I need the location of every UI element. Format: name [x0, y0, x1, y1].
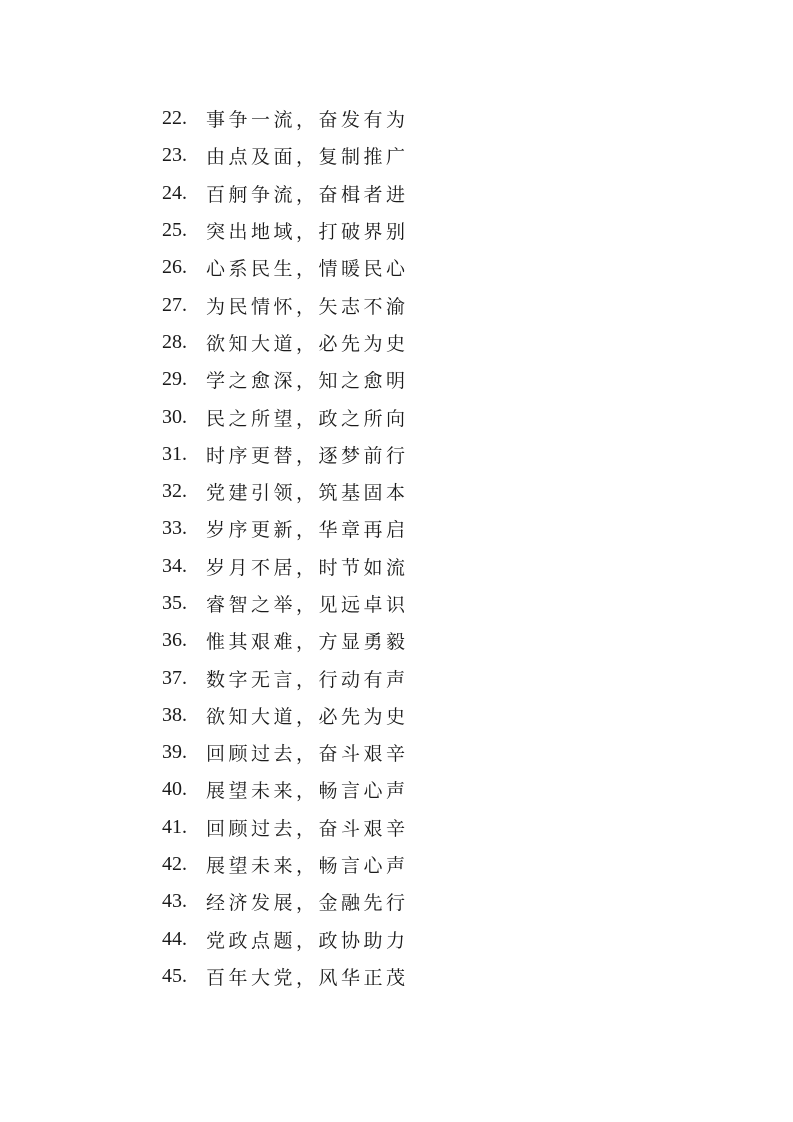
item-number: 45.: [162, 964, 187, 987]
item-number: 24.: [162, 181, 187, 204]
list-item: [162, 473, 409, 510]
item-text: 经济发展，金融先行: [206, 892, 409, 915]
item-text: 百舸争流，奋楫者进: [206, 183, 409, 206]
item-number: 31.: [162, 442, 187, 465]
list-item: [162, 324, 409, 361]
item-text: 岁月不居，时节如流: [206, 556, 409, 579]
item-number: 39.: [162, 741, 187, 764]
list-item: [162, 734, 409, 771]
item-number: 30.: [162, 405, 187, 428]
list-item: [162, 548, 409, 585]
item-number: 38.: [162, 703, 187, 726]
list-item: [162, 883, 409, 920]
item-number: 34.: [162, 554, 187, 577]
list-item: [162, 361, 409, 398]
list-item: [162, 175, 409, 212]
item-text: 惟其艰难，方显勇毅: [206, 631, 409, 654]
item-text: 回顾过去，奋斗艰辛: [206, 743, 409, 766]
item-text: 事争一流，奋发有为: [206, 109, 409, 132]
item-number: 43.: [162, 890, 187, 913]
list-item: [162, 622, 409, 659]
item-number: 28.: [162, 330, 187, 353]
item-number: 41.: [162, 815, 187, 838]
item-number: 44.: [162, 927, 187, 950]
item-number: 26.: [162, 256, 187, 279]
item-number: 23.: [162, 144, 187, 167]
list-item: [162, 771, 409, 808]
list-item: [162, 398, 409, 435]
list-item: [162, 212, 409, 249]
item-number: 27.: [162, 293, 187, 316]
list-item: [162, 286, 409, 323]
item-number: 29.: [162, 368, 187, 391]
item-number: 40.: [162, 778, 187, 801]
item-number: 37.: [162, 666, 187, 689]
list-item: [162, 510, 409, 547]
item-text: 民之所望，政之所向: [206, 407, 409, 430]
item-text: 岁序更新，华章再启: [206, 519, 409, 542]
item-text: 欲知大道，必先为史: [206, 705, 409, 728]
item-text: 展望未来，畅言心声: [206, 780, 409, 803]
item-text: 欲知大道，必先为史: [206, 332, 409, 355]
list-item: [162, 436, 409, 473]
list-item: [162, 585, 409, 622]
list-item: [162, 809, 409, 846]
item-text: 展望未来，畅言心声: [206, 855, 409, 878]
item-number: 22.: [162, 107, 187, 130]
item-text: 学之愈深，知之愈明: [206, 370, 409, 393]
item-text: 心系民生，情暖民心: [206, 258, 409, 281]
item-number: 33.: [162, 517, 187, 540]
list-item: [162, 137, 409, 174]
list-item: [162, 921, 409, 958]
item-text: 由点及面，复制推广: [206, 146, 409, 169]
item-text: 回顾过去，奋斗艰辛: [206, 817, 409, 840]
item-text: 时序更替，逐梦前行: [206, 444, 409, 467]
item-number: 32.: [162, 480, 187, 503]
slogan-list: [162, 100, 409, 995]
item-text: 为民情怀，矢志不渝: [206, 295, 409, 318]
list-item: [162, 100, 409, 137]
item-text: 突出地域，打破界别: [206, 221, 409, 244]
item-text: 党政点题，政协助力: [206, 929, 409, 952]
item-number: 36.: [162, 629, 187, 652]
list-item: [162, 697, 409, 734]
item-text: 百年大党，风华正茂: [206, 966, 409, 989]
item-number: 35.: [162, 592, 187, 614]
list-item: [162, 846, 409, 883]
list-item: [162, 249, 409, 286]
item-text: 党建引领，筑基固本: [206, 482, 409, 505]
list-item: [162, 958, 409, 995]
item-text: 睿智之举，见远卓识: [206, 594, 409, 616]
item-text: 数字无言，行动有声: [206, 668, 409, 691]
item-number: 42.: [162, 853, 187, 876]
list-item: [162, 659, 409, 696]
item-number: 25.: [162, 219, 187, 242]
